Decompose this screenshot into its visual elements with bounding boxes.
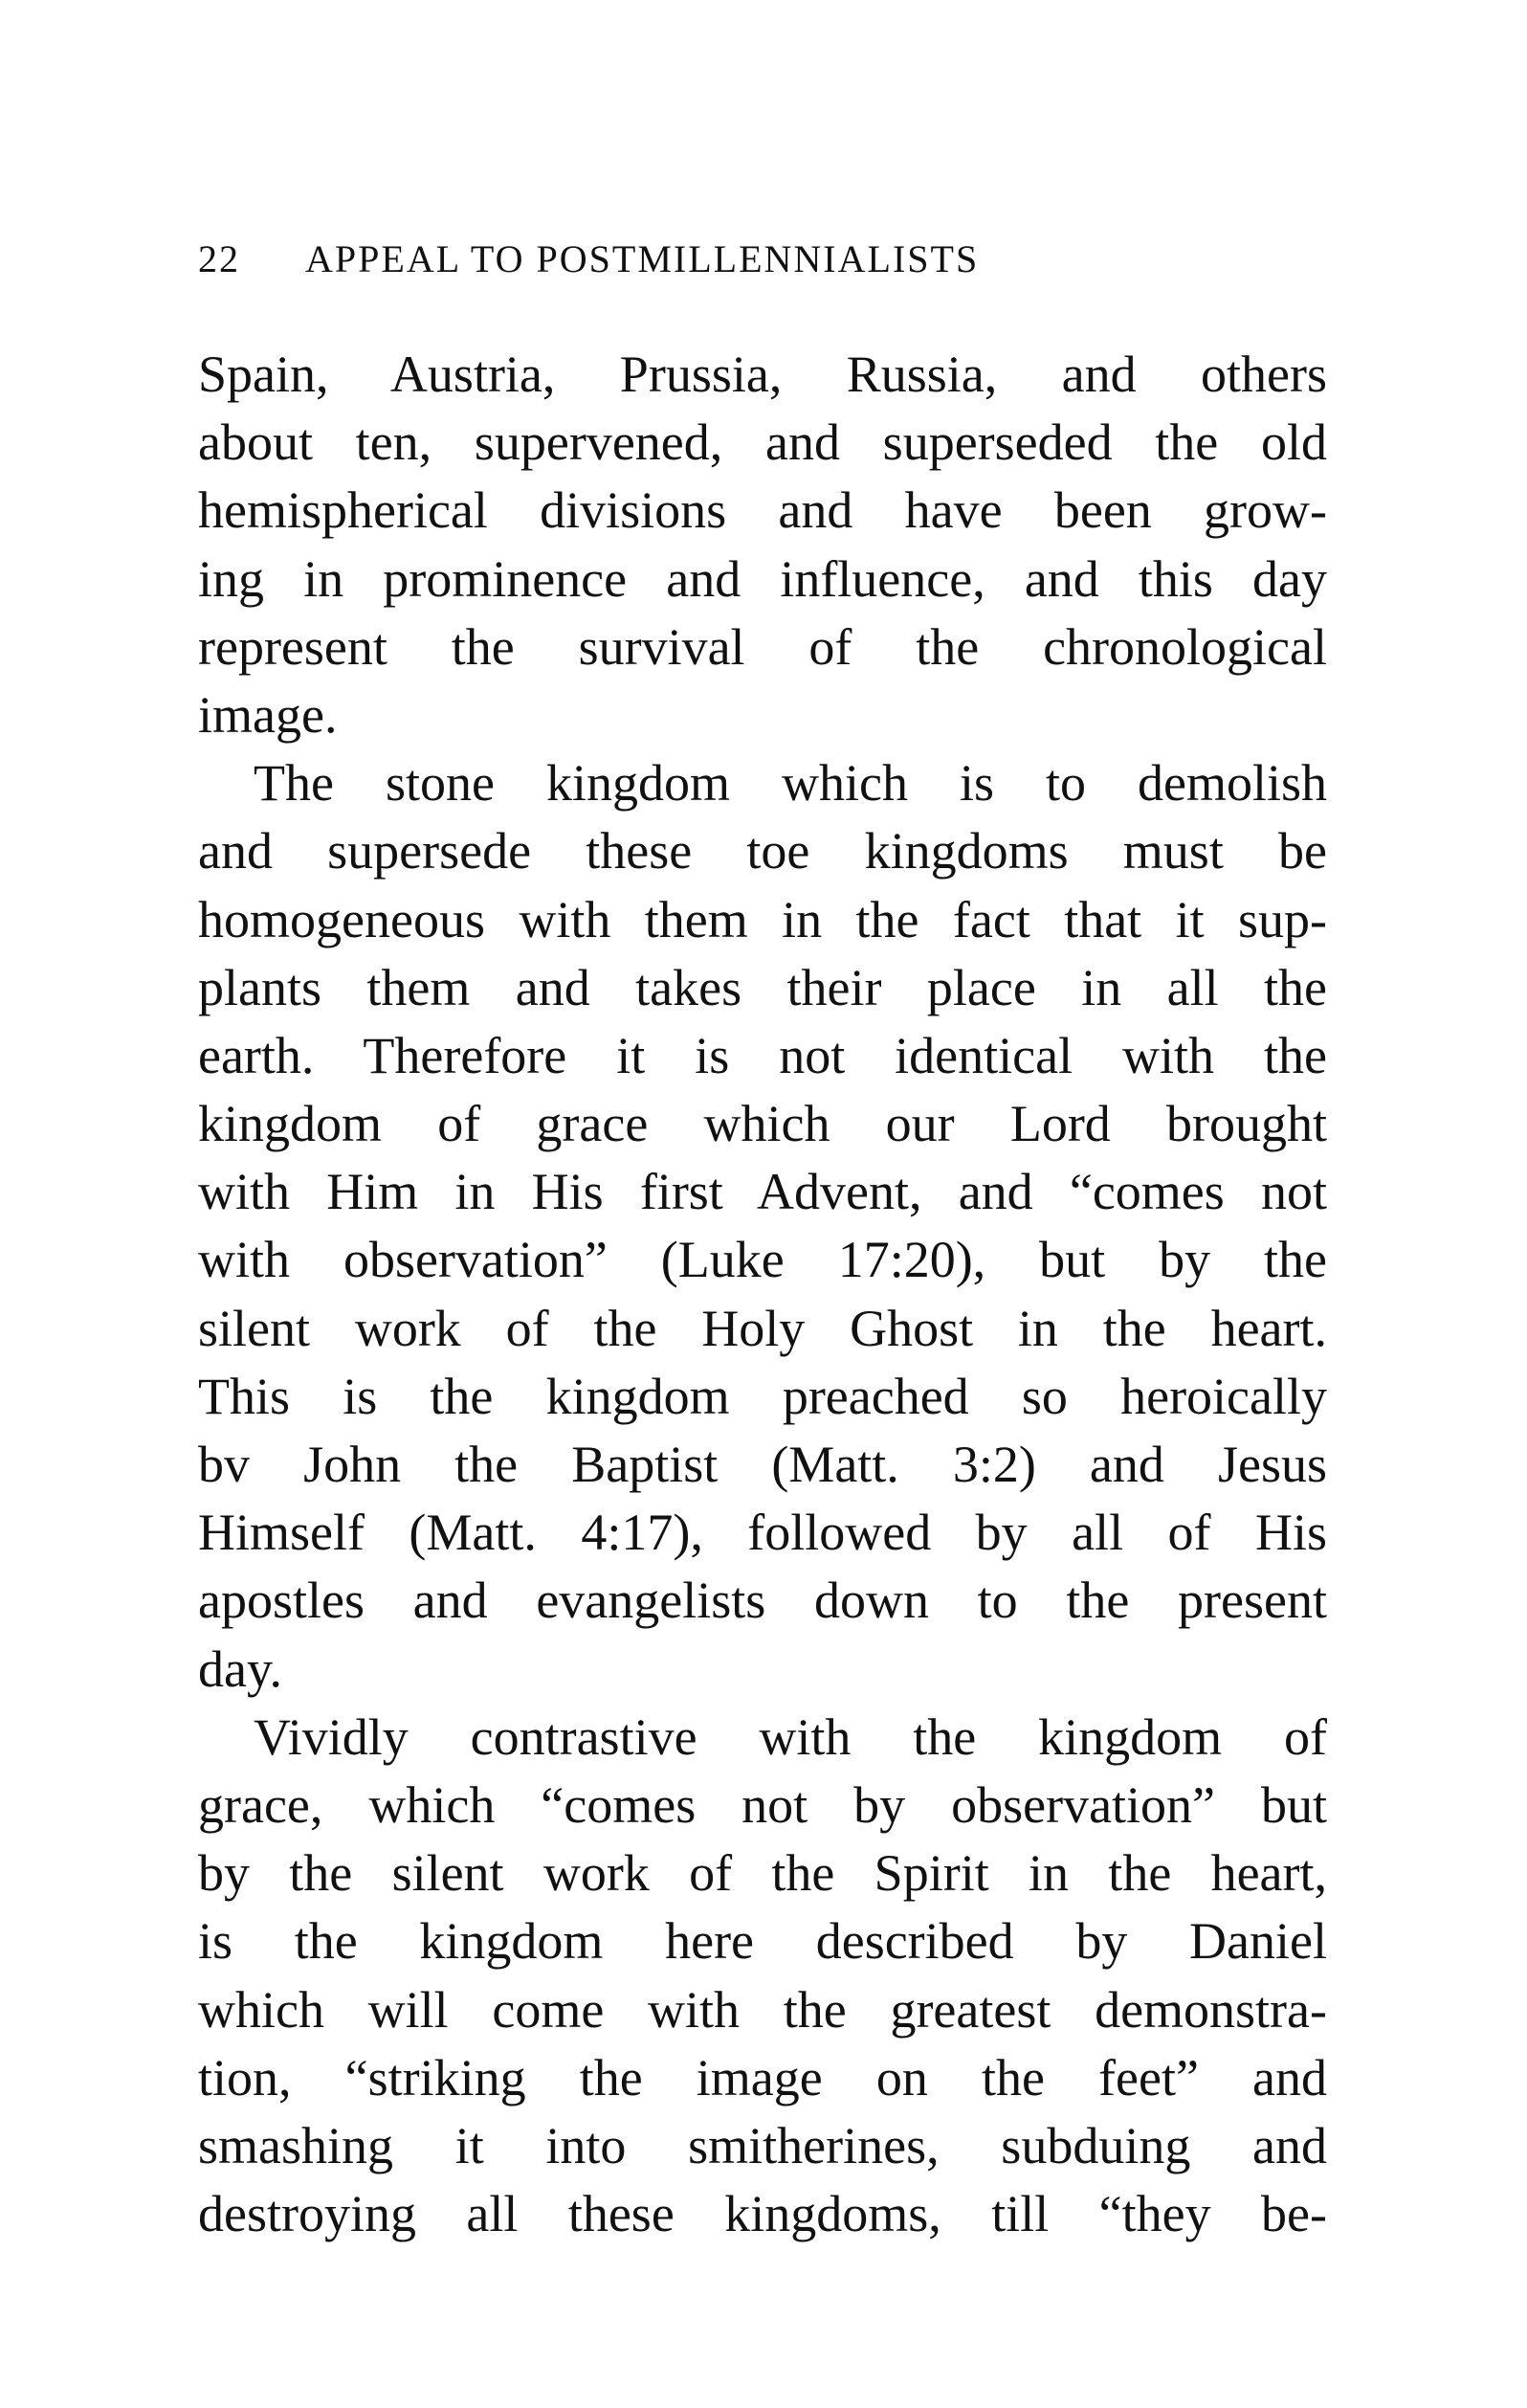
text-line: destroying all these kingdoms, till “they be-: [198, 2185, 1327, 2243]
text-line: about ten, supervened, and superseded the old: [198, 413, 1327, 472]
text-line: and supersede these toe kingdoms must be: [198, 822, 1327, 881]
text-line: with Him in His first Advent, and “comes not: [198, 1163, 1327, 1221]
text-line: kingdom of grace which our Lord brought: [198, 1095, 1327, 1153]
page-number: 22: [198, 237, 240, 280]
text-line: This is the kingdom preached so heroically: [198, 1367, 1327, 1425]
body-text: [198, 341, 1327, 2248]
text-line: apostles and evangelists down to the present: [198, 1572, 1327, 1630]
text-line: earth. Therefore it is not identical with the: [198, 1026, 1327, 1084]
text-line: Himself (Matt. 4:17), followed by all of His: [198, 1504, 1327, 1562]
text-line: bv John the Baptist (Matt. 3:2) and Jesus: [198, 1436, 1327, 1493]
text-line: by the silent work of the Spirit in the heart,: [198, 1844, 1327, 1903]
text-line: homogeneous with them in the fact that it sup-: [198, 890, 1327, 948]
text-line: The stone kingdom which is to demolish: [254, 754, 1327, 813]
paragraph-2: [198, 749, 1327, 1704]
text-line: with observation” (Luke 17:20), but by the: [198, 1231, 1327, 1289]
text-line: silent work of the Holy Ghost in the heart.: [198, 1299, 1327, 1357]
paragraph-3: [198, 1704, 1327, 2249]
text-line: hemispherical divisions and have been grow-: [198, 481, 1327, 540]
text-line: day.: [198, 1639, 282, 1698]
text-line: Vividly contrastive with the kingdom of: [254, 1707, 1327, 1766]
text-line: which will come with the greatest demonstra-: [198, 1980, 1327, 2039]
text-line: tion, “striking the image on the feet” and: [198, 2048, 1327, 2107]
text-line: Spain, Austria, Prussia, Russia, and others: [198, 346, 1327, 403]
paragraph-1: [198, 341, 1327, 749]
running-head: [198, 235, 1327, 283]
text-line: is the kingdom here described by Daniel: [198, 1912, 1327, 1971]
text-line: ing in prominence and influence, and this day: [198, 549, 1327, 608]
text-line: smashing it into smitherines, subduing and: [198, 2116, 1327, 2174]
running-title: APPEAL TO POSTMILLENNIALISTS: [305, 237, 980, 280]
text-line: grace, which “comes not by observation” but: [198, 1775, 1327, 1834]
text-line: represent the survival of the chronological: [198, 617, 1327, 676]
text-line: image.: [198, 685, 338, 744]
text-line: plants them and takes their place in all the: [198, 958, 1327, 1016]
